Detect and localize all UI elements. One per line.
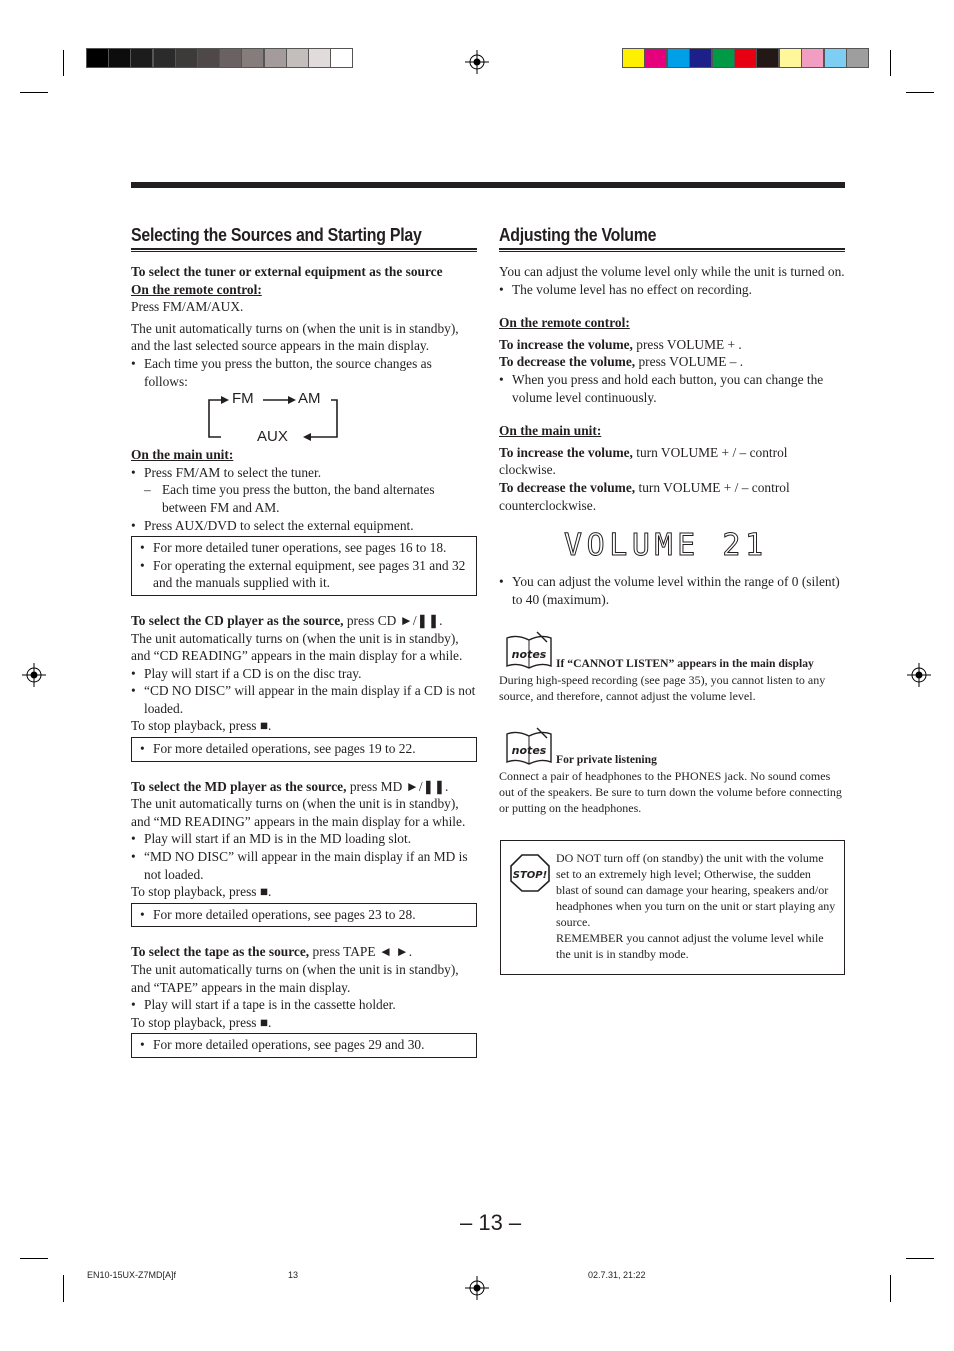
svg-text:notes: notes [511, 744, 547, 757]
cd-press: press CD ►/❚❚. [343, 612, 443, 628]
reference-item: • For more detailed tuner operations, see pages 16 to 18. [140, 539, 472, 557]
footer-date: 02.7.31, 21:22 [588, 1270, 646, 1280]
stop-hand-icon [509, 853, 551, 893]
warning-paragraph: REMEMBER you cannot adjust the volume level while the unit is in standby mode. [556, 931, 824, 961]
volume-intro: You can adjust the volume level only while the unit is turned on. [499, 264, 845, 279]
lcd-segment-text [562, 528, 772, 560]
registration-mark-icon [465, 50, 489, 74]
crop-mark [906, 92, 934, 93]
color-swatch [689, 48, 712, 68]
tape-reference-box [131, 1033, 477, 1058]
increase-text: press VOLUME + . [632, 336, 742, 352]
color-swatch [734, 48, 757, 68]
decrease-bold: To decrease the volume, [499, 479, 636, 495]
registration-mark-icon [22, 663, 46, 687]
footer-code: EN10-15UX-Z7MD[A]f [87, 1270, 177, 1280]
footer-page: 13 [288, 1270, 299, 1280]
md-subheading [131, 778, 477, 796]
decrease-remote [499, 353, 845, 371]
registration-mark-icon [907, 663, 931, 687]
warning-text [556, 850, 836, 962]
registration-mark-icon [465, 1276, 489, 1300]
gray-swatch [264, 48, 287, 68]
gray-swatch [219, 48, 242, 68]
notes-icon [503, 726, 555, 766]
diagram-aux: AUX [257, 428, 288, 446]
crop-mark [63, 50, 64, 76]
color-swatch [801, 48, 824, 68]
main-unit-label: On the main unit: [131, 447, 234, 463]
right-column [499, 263, 845, 514]
tuner-reference-box [131, 536, 477, 596]
gray-swatch [308, 48, 331, 68]
volume-range-block [499, 573, 845, 608]
heading-rule [499, 248, 845, 252]
left-section-heading: Selecting the Sources and Starting Play [131, 224, 422, 245]
note-private-listening-text: Connect a pair of headphones to the PHONES jack. No sound comes out of the speakers. Be sure to turn down the volume before connecting or putting on the headphones. [499, 769, 842, 815]
tape-title: To select the tape as the source, [131, 944, 310, 960]
increase-text: turn VOLUME + / – control clockwise. [499, 444, 788, 478]
tape-auto-text: The unit automatically turns on (when the unit is in standby), and “TAPE” appears in the main display. [131, 962, 459, 995]
increase-bold: To increase the volume, [499, 336, 633, 352]
note-private-listening-title: For private listening [556, 753, 657, 766]
color-swatch [756, 48, 779, 68]
gray-swatch [130, 48, 153, 68]
svg-text:STOP!: STOP! [512, 870, 548, 881]
color-swatch [712, 48, 735, 68]
hold-bullet: • When you press and hold each button, you can change the volume level continuously. [499, 371, 845, 406]
tuner-subheading: To select the tuner or external equipment as the source [131, 264, 443, 279]
tape-bullet: • Play will start if a tape is in the cassette holder. [131, 996, 477, 1014]
reference-item: • For operating the external equipment, see pages 31 and 32 and the manuals supplied with it. [140, 557, 472, 592]
heading-rule [131, 248, 477, 252]
reference-item: • For more detailed operations, see pages 19 to 22. [140, 740, 472, 758]
gray-swatch [286, 48, 309, 68]
lcd-text: VOLUME 21 [564, 528, 769, 560]
crop-mark [63, 1275, 64, 1302]
gray-swatch [241, 48, 264, 68]
reference-item: • For more detailed operations, see pages 23 to 28. [140, 906, 472, 924]
color-swatch [779, 48, 802, 68]
cd-bullet: • Play will start if a CD is on the disc tray. [131, 665, 477, 683]
band-alternates-text: – Each time you press the button, the band alternates between FM and AM. [131, 481, 477, 516]
decrease-text: press VOLUME – . [635, 354, 744, 370]
range-bullet: • You can adjust the volume level within the range of 0 (silent) to 40 (maximum). [499, 573, 845, 608]
svg-text:notes: notes [511, 648, 547, 661]
main-unit-label: On the main unit: [499, 423, 602, 439]
gray-swatch [108, 48, 131, 68]
aux-bullet: • Press AUX/DVD to select the external equipment. [131, 517, 477, 535]
note-cannot-listen-title: If “CANNOT LISTEN” appears in the main display [556, 657, 814, 670]
remote-control-label: On the remote control: [499, 315, 630, 331]
cd-stop-text: To stop playback, press ■. [131, 718, 272, 734]
md-auto-text: The unit automatically turns on (when the unit is in standby), and “MD READING” appears in the main display for a while. [131, 796, 466, 829]
cd-subheading [131, 612, 477, 630]
increase-remote [499, 336, 845, 354]
gray-swatch [153, 48, 176, 68]
gray-swatch [197, 48, 220, 68]
color-swatch [622, 48, 645, 68]
source-cycle-diagram [207, 390, 477, 446]
crop-mark [906, 1258, 934, 1259]
volume-lcd-display [562, 528, 772, 560]
crop-mark [20, 1258, 48, 1259]
reference-item: • For more detailed operations, see pages 29 and 30. [140, 1036, 472, 1054]
gray-swatch [175, 48, 198, 68]
color-swatch [667, 48, 690, 68]
source-change-bullet: • Each time you press the button, the source changes as follows: [131, 355, 477, 390]
auto-on-text: The unit automatically turns on (when the unit is in standby), and the last selected source appears in the main display. [131, 320, 459, 354]
gray-swatch [86, 48, 109, 68]
note-cannot-listen-text: During high-speed recording (see page 35), you cannot listen to any source, and therefore, cannot adjust the volume level. [499, 673, 826, 703]
remote-control-label: On the remote control: [131, 281, 262, 297]
cd-title: To select the CD player as the source, [131, 612, 344, 628]
tape-subheading [131, 943, 477, 961]
tuner-bullet: • Press FM/AM to select the tuner. [131, 464, 477, 482]
increase-main [499, 444, 845, 479]
diagram-fm: FM [232, 390, 254, 408]
notes-icon [503, 630, 555, 670]
gray-swatch [330, 48, 353, 68]
color-swatch [644, 48, 667, 68]
increase-bold: To increase the volume, [499, 444, 633, 460]
warning-paragraph: DO NOT turn off (on standby) the unit with the volume set to an extremely high level; Otherwise, the sudden blast of sound can damage your hearing, speakers and/or headphones when you turn on the unit or start playing any source. [556, 851, 836, 929]
crop-mark [890, 1275, 891, 1302]
crop-mark [890, 50, 891, 76]
md-bullet: • “MD NO DISC” will appear in the main display if an MD is not loaded. [131, 848, 477, 883]
decrease-bold: To decrease the volume, [499, 354, 636, 370]
decrease-text: turn VOLUME + / – control counterclockwise. [499, 479, 790, 513]
cd-bullet: • “CD NO DISC” will appear in the main display if a CD is not loaded. [131, 682, 477, 717]
md-title: To select the MD player as the source, [131, 778, 347, 794]
right-section-heading: Adjusting the Volume [499, 224, 657, 245]
color-swatch [846, 48, 869, 68]
decrease-main [499, 479, 845, 514]
cd-auto-text: The unit automatically turns on (when the unit is in standby), and “CD READING” appears in the main display for a while. [131, 630, 463, 664]
crop-mark [20, 92, 48, 93]
color-swatch [824, 48, 847, 68]
no-effect-bullet: • The volume level has no effect on recording. [499, 281, 845, 299]
tape-stop-text: To stop playback, press ■. [131, 1014, 272, 1030]
md-press: press MD ►/❚❚. [346, 778, 449, 794]
page-number: – 13 – [460, 1210, 522, 1235]
md-reference-box [131, 903, 477, 928]
press-fm-text: Press FM/AM/AUX. [131, 299, 244, 315]
tape-press: press TAPE ◄ ►. [309, 944, 413, 960]
md-bullet: • Play will start if an MD is in the MD loading slot. [131, 830, 477, 848]
md-stop-text: To stop playback, press ■. [131, 884, 272, 900]
diagram-am: AM [298, 390, 321, 408]
warning-box [500, 840, 845, 975]
cd-reference-box [131, 737, 477, 762]
left-column [131, 263, 477, 1058]
section-top-rule [131, 182, 845, 188]
